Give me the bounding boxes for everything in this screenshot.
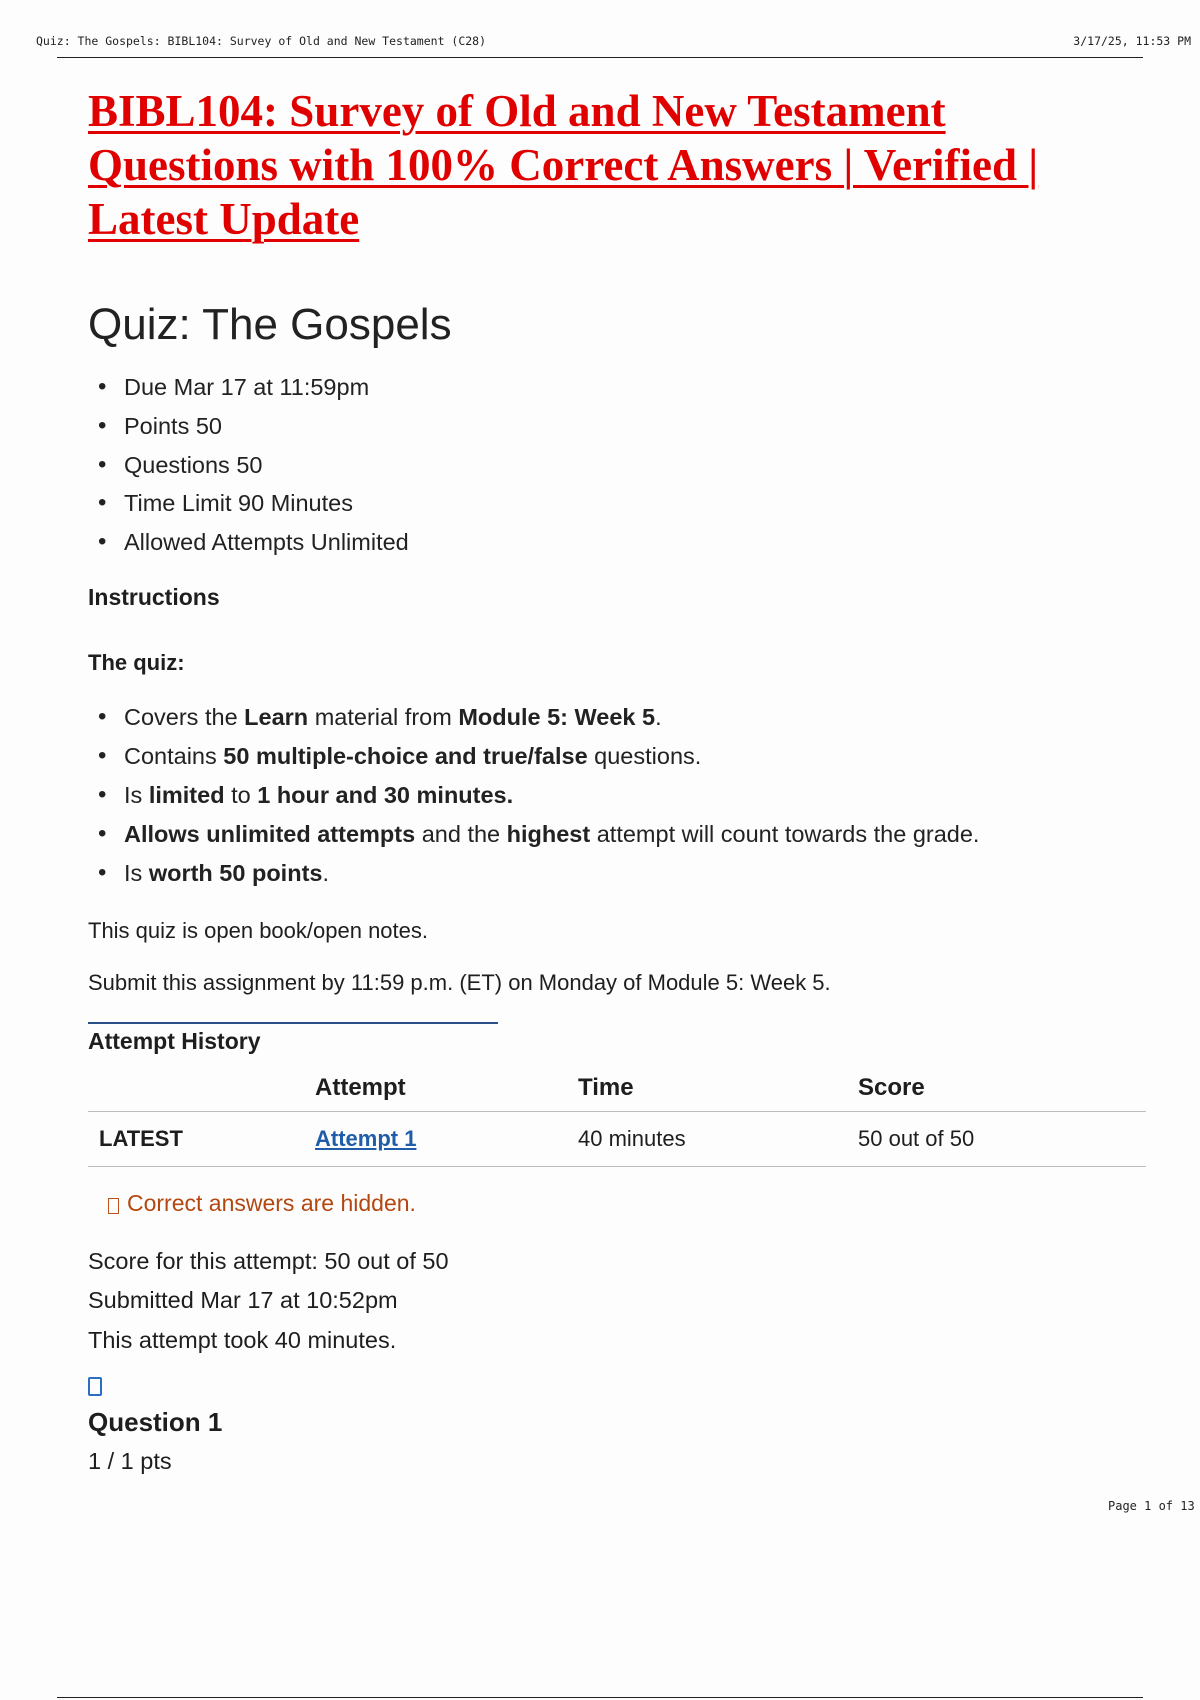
quiz-info-item (96, 782, 979, 821)
quiz-info-text: Module 5: Week 5 (458, 704, 656, 730)
quiz-info-list (96, 704, 979, 899)
question-points: 1 / 1 pts (88, 1448, 172, 1474)
header-timestamp: 3/17/25, 11:53 PM (1073, 34, 1191, 48)
quiz-info-item (96, 821, 979, 860)
print-header (36, 34, 1191, 48)
header-page-title: Quiz: The Gospels: BIBL104: Survey of Old and New Testament (C28) (36, 34, 487, 48)
flag-icon[interactable] (88, 1377, 102, 1396)
answers-hidden-notice (108, 1190, 416, 1217)
quiz-info-text: Contains (124, 743, 224, 769)
submission-deadline: Submit this assignment by 11:59 p.m. (ET) on Monday of Module 5: Week 5. (88, 970, 831, 995)
question-count: • Questions 50 (96, 452, 409, 491)
quiz-info-text: material from (308, 704, 459, 730)
quiz-info-text: questions. (587, 743, 702, 769)
page-number: Page 1 of 13 (1108, 1499, 1195, 1513)
quiz-details-list (96, 374, 409, 568)
submitted-line: Submitted Mar 17 at 10:52pm (88, 1287, 398, 1313)
quiz-info-text: Is (124, 860, 149, 886)
attempt-duration-line: This attempt took 40 minutes. (88, 1327, 397, 1353)
quiz-info-text: and the (415, 821, 507, 847)
answers-hidden-text: Correct answers are hidden. (127, 1190, 416, 1216)
column-header-attempt: Attempt (315, 1074, 406, 1101)
quiz-info-text: limited (148, 782, 225, 808)
quiz-info-text: attempt will count towards the grade. (590, 821, 980, 847)
quiz-info-item (96, 704, 979, 743)
attempt-score-line: Score for this attempt: 50 out of 50 (88, 1248, 449, 1274)
quiz-info-text: Learn (244, 704, 309, 730)
open-book-note: This quiz is open book/open notes. (88, 918, 429, 943)
table-header-divider (88, 1111, 1146, 1112)
warning-icon (108, 1198, 119, 1214)
quiz-title: Quiz: The Gospels (88, 300, 452, 349)
quiz-info-text: worth 50 points (148, 860, 323, 886)
latest-label: LATEST (99, 1126, 183, 1151)
attempt-history-heading: Attempt History (88, 1028, 261, 1054)
quiz-label: The quiz: (88, 650, 185, 675)
quiz-info-text: 50 multiple-choice and true/false (223, 743, 588, 769)
quiz-info-text: 1 hour and 30 minutes. (257, 782, 514, 808)
due-date: • Due Mar 17 at 11:59pm (96, 374, 409, 413)
footer-divider (57, 1697, 1143, 1698)
question-title: Question 1 (88, 1407, 223, 1437)
header-divider (57, 57, 1143, 58)
attempt-1-link[interactable]: Attempt 1 (315, 1126, 417, 1151)
points: • Points 50 (96, 413, 409, 452)
quiz-info-text: Allows unlimited attempts (124, 821, 416, 847)
attempt-time: 40 minutes (578, 1126, 686, 1151)
column-header-time: Time (578, 1074, 634, 1101)
quiz-info-item (96, 860, 979, 899)
quiz-info-text: highest (506, 821, 591, 847)
quiz-info-text: Is (124, 782, 149, 808)
quiz-info-text: to (224, 782, 258, 808)
attempt-history-divider (88, 1022, 498, 1024)
attempt-score: 50 out of 50 (858, 1126, 975, 1151)
time-limit: • Time Limit 90 Minutes (96, 490, 409, 529)
allowed-attempts: • Allowed Attempts Unlimited (96, 529, 409, 568)
table-row-divider (88, 1166, 1146, 1167)
instructions-heading: Instructions (88, 584, 220, 610)
column-header-score: Score (858, 1074, 925, 1101)
quiz-info-text: . (655, 704, 662, 730)
quiz-info-text: Covers the (124, 704, 245, 730)
document-title[interactable]: BIBL104: Survey of Old and New Testament Questions with 100% Correct Answers | Verified | Latest Update (88, 86, 1039, 244)
quiz-info-item (96, 743, 979, 782)
quiz-info-text: . (322, 860, 329, 886)
